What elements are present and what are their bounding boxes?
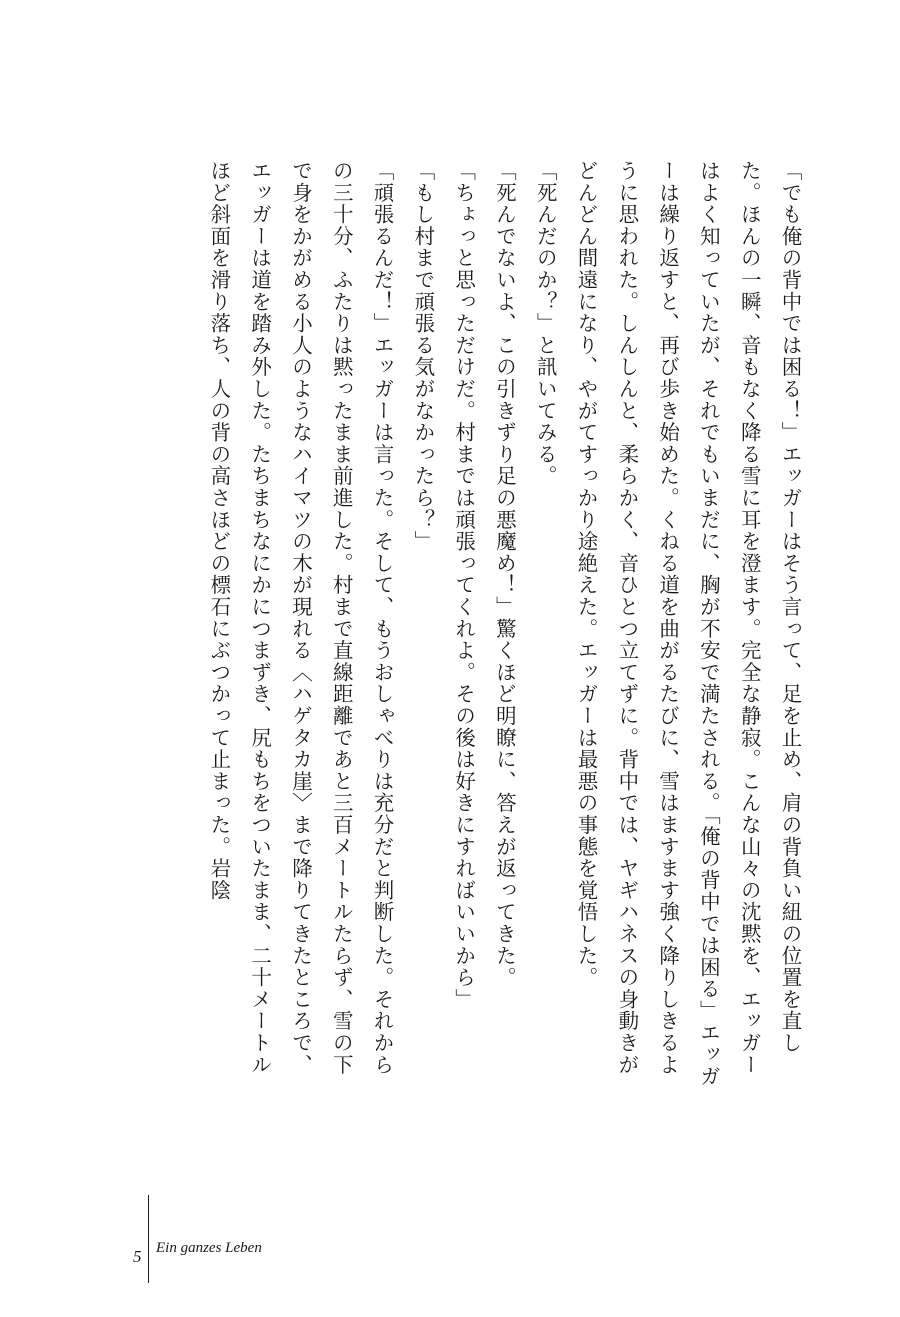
paragraph-3: 「死んでないよ、この引きずり足の悪魔め！」驚くほど明瞭に、答えが返ってきた。 (492, 160, 517, 989)
footer-divider (148, 1195, 149, 1283)
paragraph-2: 「死んだのか？」と訊いてみる。 (533, 160, 558, 487)
body-text (198, 160, 810, 1090)
page-number: 5 (133, 1247, 142, 1266)
paragraph-1: 「でも俺の背中では困る！」エッガーはそう言って、足を止め、肩の背負い紐の位置を直した。ほんの一瞬、音もなく降る雪に耳を澄ます。完全な静寂。こんな山々の沈黙を、エッガーはよく知っていたが、それでもいまだに、胸が不安で満たされる。「俺の背中では困る」エッガーは繰り返すと、再び歩き始めた。くねる道を曲がるたびに、雪はますます強く降りしきるように思われた。しんしんと、柔らかく、音ひとつ立てずに。背中では、ヤギハネスの身動きがどんどん間遠になり、やがてすっかり途絶えた。エッガーは最悪の事態を覚悟した。 (574, 160, 802, 1088)
paragraph-6: 「頑張るんだ！」エッガーは言った。そして、もうおしゃべりは充分だと判断した。それからの三十分、ふたりは黙ったまま前進した。村まで直線距離であと三百メートルたらず、雪の下で身をかがめる小人のようなハイマツの木が現れる〈ハゲタカ崖〉まで降りてきたところで、エッガーは道を踏み外した。たちまちなにかにつまずき、尻もちをついたまま、二十メートルほど斜面を滑り落ち、人の背の高さほどの標石にぶつかって止まった。岩陰 (206, 160, 395, 1076)
running-title: Ein ganzes Leben (156, 1240, 262, 1256)
paragraph-5: 「もし村まで頑張る気がなかったら？」 (410, 160, 435, 553)
paragraph-4: 「ちょっと思っただけだ。村までは頑張ってくれよ。その後は好きにすればいいから」 (451, 160, 476, 1011)
